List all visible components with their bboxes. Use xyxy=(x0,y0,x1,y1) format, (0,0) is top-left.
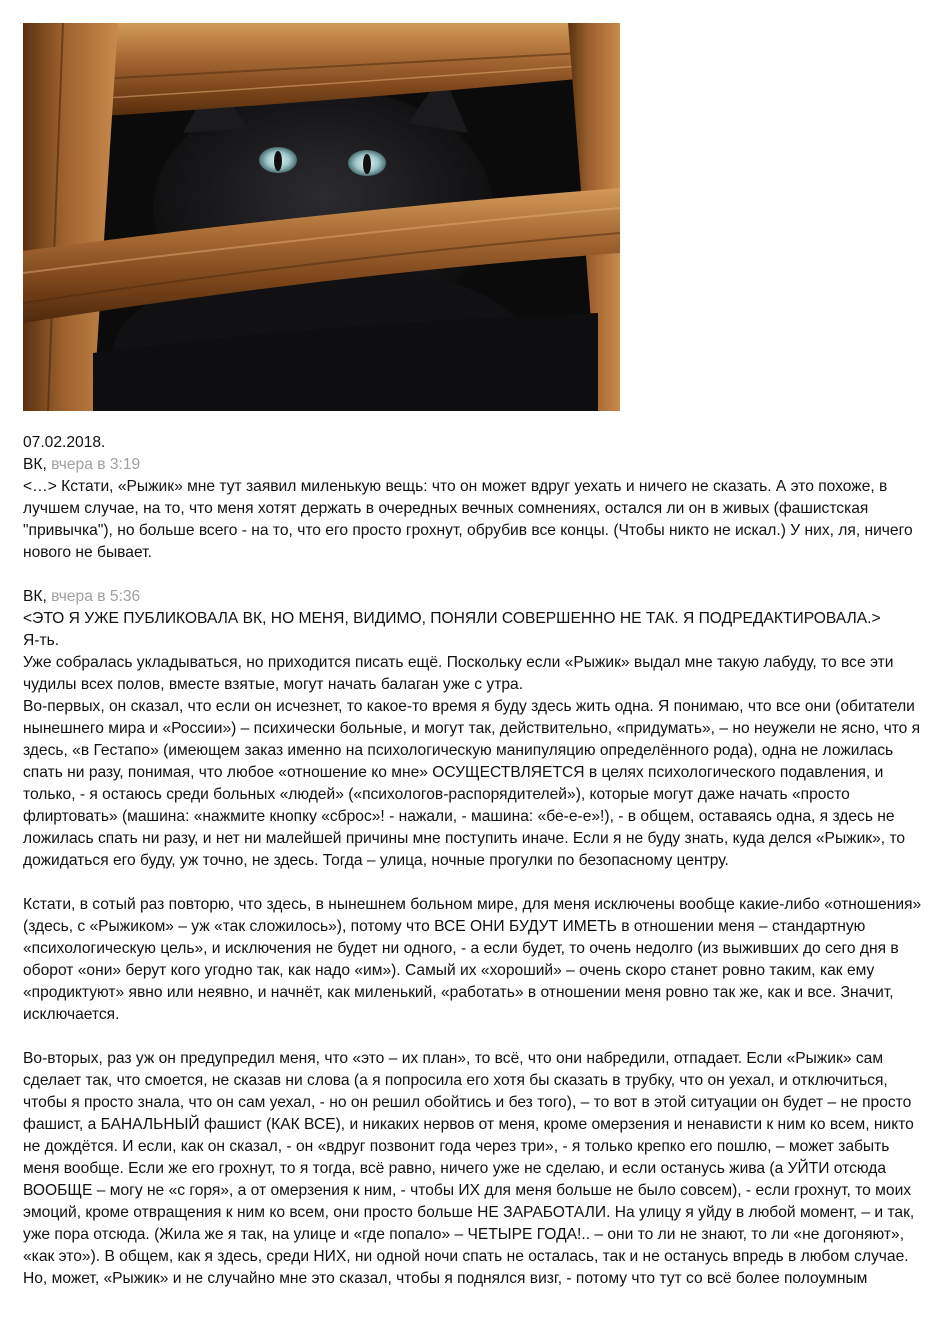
entry-paragraph: Но, может, «Рыжик» и не случайно мне это сказал, чтобы я поднялся визг, - потому что тут со всё более полоумным xyxy=(23,1270,868,1287)
entry-paragraph: Кстати, в сотый раз повторю, что здесь, в нынешнем больном мире, для меня исключены вообще какие-либо «отношения» (здесь, с «Рыжиком» – уж «так сложилось»), потому что ВСЕ ОНИ БУДУТ ИМЕТЬ в отношении меня – стандартную «психологическую цель», и исключения не будет ни одного, - а если будет, то очень недолго (из выживших до сего дня в оборот «они» берут кого угодно так, как надо «им»). Самый их «хороший» – очень скоро станет ровно таким, как ему «продиктуют» явно или неявно, и начнёт, как миленький, «работать» в отношении меня ровно так же, как и все. Значит, исключается. xyxy=(23,896,922,1023)
cat-behind-wooden-slats-image xyxy=(23,23,620,411)
entry-time[interactable]: вчера в 3:19 xyxy=(51,456,141,473)
spacer xyxy=(23,1026,928,1048)
post-date: 07.02.2018. xyxy=(23,434,106,451)
entry-paragraph: Во-вторых, раз уж он предупредил меня, что «это – их план», то всё, что они набредили, отпадает. Если «Рыжик» сам сделает так, что смоется, не сказав ни слова (а я попросила его хотя бы сказать в трубку, что он уехал, и отключиться, чтобы я просто знала, что он сам уехал, - но он решил обойтись и без того), – то вот в этой ситуации он будет – не просто фашист, а БАНАЛЬНЫЙ фашист (КАК ВСЕ), и никаких нервов от меня, кроме омерзения и ненависти к ним ко всем, никто не дождётся. И если, как он сказал, - он «вдруг позвонит года через три», - я только крепко его пошлю, – может забыть меня вообще. Если же его грохнут, то я тогда, всё равно, ничего уже не сделаю, и если останусь жива (а УЙТИ отсюда ВООБЩЕ – могу не «с горя», а от омерзения к ним, - чтобы ИХ для меня больше не было совсем), - если грохнут, то моих эмоций, кроме отвращения к ним ко всем, они просто больше НЕ ЗАРАБОТАЛИ. На улицу я уйду в любой момент, – и так, уже пора отсюда. (Жила же я так, на улице и «где попало» – ЧЕТЫРЕ ГОДА!.. – они то ли не знают, то ли «не догоняют», «как это»). В общем, как я здесь, среди НИХ, ни одной ночи спать не осталась, так и не останусь впредь в любом случае. xyxy=(23,1050,915,1265)
entry-paragraph: Во-первых, он сказал, что если он исчезнет, то какое-то время я буду здесь жить одна. Я понимаю, что все они (обитатели нынешнего мира и «России») – психически больные, и могут так, действительно, «придумать», – но неужели не ясно, что я здесь, «в Гестапо» (имеющем заказ именно на психологическую манипуляцию определённого рода), одна не ложилась спать ни разу, понимая, что любое «отношение ко мне» ОСУЩЕСТВЛЯЕТСЯ в целях психологического подавления, и только, - я остаюсь среди больных «людей» («психологов-распорядителей»), которые могут даже начать «просто флиртовать» (машина: «нажмите кнопку «сброс»! - нажали, - машина: «бе-е-е»!), - в общем, оставаясь одна, я здесь не ложилась спать ни разу, и нет ни малейшей причины мне поступить иначе. Если я не буду знать, куда делся «Рыжик», то дожидаться его буду, уж точно, не здесь. Тогда – улица, ночные прогулки по безопасному центру. xyxy=(23,698,921,869)
cat-photo xyxy=(23,23,620,411)
spacer xyxy=(23,872,928,894)
spacer xyxy=(23,564,928,586)
entry-text: <…> Кстати, «Рыжик» мне тут заявил миленькую вещь: что он может вдруг уехать и ничего не сказать. А это похоже, в лучшем случае, на то, что меня хотят держать в очередных вечных сомнениях, остался ли он в живых (фашистская "привычка"), но больше всего - на то, что его просто грохнут, обрубив все концы. (Чтобы никто не искал.) У них, ля, ничего нового не бывает. xyxy=(23,478,913,561)
entry-meta xyxy=(23,586,928,608)
entry-greeting: Я-ть. xyxy=(23,632,60,649)
post-content xyxy=(23,432,928,1290)
entry-meta xyxy=(23,454,928,476)
entry-author[interactable]: ВК, xyxy=(23,456,47,473)
entry-paragraph: Уже собралась укладываться, но приходится писать ещё. Поскольку если «Рыжик» выдал мне такую лабуду, то все эти чудилы всех полов, вместе взятые, могут начать балаган уже с утра. xyxy=(23,654,894,693)
entry-note: <ЭТО Я УЖЕ ПУБЛИКОВАЛА ВК, НО МЕНЯ, ВИДИМО, ПОНЯЛИ СОВЕРШЕННО НЕ ТАК. Я ПОДРЕДАКТИРОВАЛА.> xyxy=(23,610,881,627)
entry-author[interactable]: ВК, xyxy=(23,588,47,605)
entry-time[interactable]: вчера в 5:36 xyxy=(51,588,141,605)
